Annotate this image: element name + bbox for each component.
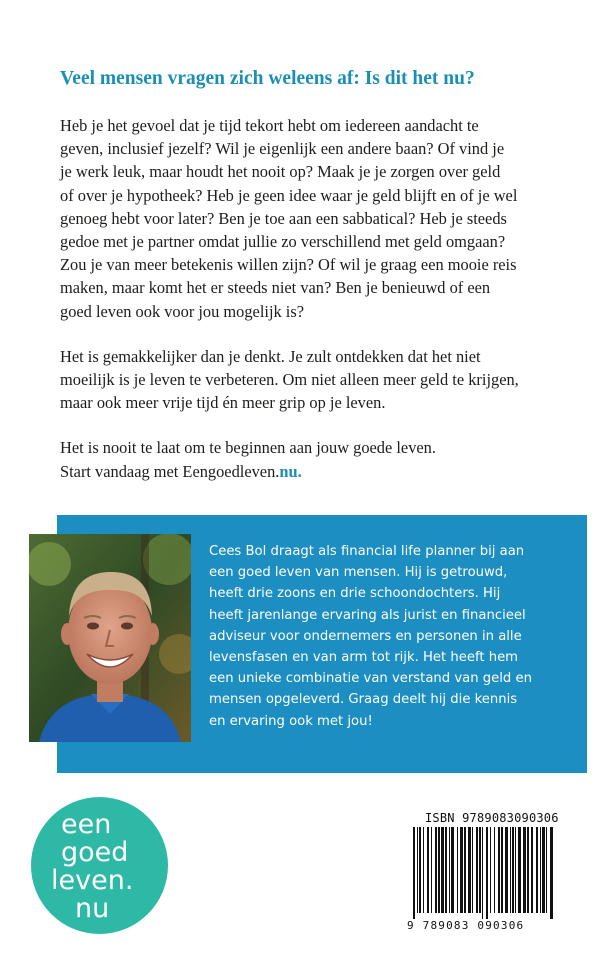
text-line: maken, maar komt het er steeds niet van? Ben je benieuwd of een [60, 278, 491, 298]
text-line: Heb je het gevoel dat je tijd tekort hebt om iedereen aandacht te [60, 116, 479, 135]
text-line [60, 460, 560, 483]
isbn-digits: 9 789083 090306 [407, 919, 525, 932]
paragraph-intro [60, 114, 560, 323]
barcode-bar [527, 827, 529, 913]
barcode-bar [419, 827, 421, 913]
text-line: Zou je van meer betekenis willen zijn? Of wil je graag een mooie reis [60, 255, 517, 275]
logo-word: leven. [51, 865, 134, 896]
barcode-bar [476, 827, 478, 913]
barcode-bar [523, 827, 526, 913]
barcode-bar [423, 827, 424, 913]
text-line: je werk leuk, maar houdt het nooit op? Maak je je zorgen over geld [60, 162, 501, 182]
barcode-bar [464, 827, 466, 913]
barcode-bar [515, 827, 516, 913]
barcode-bar [498, 827, 500, 913]
barcode-bar [441, 827, 444, 913]
author-photo [29, 534, 191, 742]
bio-line: en ervaring ook met jou! [209, 713, 373, 729]
text-line: maar ook meer vrije tijd én meer grip op je leven. [60, 393, 386, 413]
barcode-bar [468, 827, 471, 913]
barcode-bar [460, 827, 463, 913]
barcode-bar [472, 827, 473, 913]
logo-word: een [61, 809, 112, 840]
text-line: genoeg hebt voor later? Ben je toe aan een sabbatical? Heb je steeds [60, 208, 507, 228]
isbn-barcode [403, 811, 563, 933]
barcode-bar [482, 827, 483, 919]
author-bio [209, 541, 579, 732]
text-line: moeilijk is je leven te verbeteren. Om niet alleen meer geld te krijgen, [60, 370, 519, 390]
text-line: Het is gemakkelijker dan je denkt. Je zult ontdekken dat het niet [60, 346, 481, 366]
bio-line: mensen opgeleverd. Graag deelt hij die kennis [209, 692, 518, 708]
body-text [60, 114, 560, 505]
bio-line: Cees Bol draagt als financial life planner bij aan [209, 544, 525, 559]
barcode-bar [431, 827, 432, 913]
barcode-bar [510, 827, 511, 913]
text-line: goed leven ook voor jou mogelijk is? [60, 301, 304, 321]
barcode-bar [536, 827, 538, 913]
start-text: Start vandaag met Eengoedleven. [60, 461, 280, 481]
barcode-bar [512, 827, 514, 913]
bio-line: levensfasen en van arm tot rijk. Het heeft hem [209, 650, 519, 666]
bio-line: een goed leven van mensen. Hij is getrouwd, [209, 565, 508, 581]
headline: Veel mensen vragen zich weleens af: Is dit het nu? [60, 68, 475, 89]
paragraph-easier [60, 345, 560, 415]
barcode-bar [501, 827, 503, 913]
portrait-illustration [29, 534, 191, 742]
barcode-bar [486, 827, 488, 919]
barcode-bar [494, 827, 495, 913]
isbn-label: ISBN 9789083090306 [425, 811, 559, 825]
barcode-bar [449, 827, 450, 913]
barcode-bar [417, 827, 418, 913]
barcode-bar [550, 827, 553, 919]
barcode-bar [518, 827, 521, 913]
bio-line: een unieke combinatie van verstand van geld en [209, 671, 532, 687]
barcode-bar [451, 827, 454, 913]
text-line: gedoe met je partner omdat jullie zo verschillend met geld omgaan? [60, 232, 506, 252]
barcode-bar [457, 827, 458, 913]
text-line: geven, inclusief jezelf? Wil je eigenlijk een andere baan? Of vind je [60, 139, 505, 159]
barcode-bar [540, 827, 541, 913]
logo-word: goed [61, 837, 129, 868]
barcode-bar [546, 827, 547, 913]
text-line: Het is nooit te laat om te beginnen aan jouw goede leven. [60, 438, 436, 458]
barcode-bar [490, 827, 491, 913]
barcode-bar [542, 827, 545, 913]
barcode-bar [445, 827, 447, 913]
bio-line: adviseur voor ondernemers en personen in alle [209, 628, 522, 644]
bio-line: heeft jarenlange ervaring als jurist en financieel [209, 607, 526, 623]
barcode-bar [531, 827, 533, 913]
domain-accent: nu. [279, 461, 302, 481]
barcode-bar [413, 827, 415, 919]
logo-word: nu [75, 893, 110, 924]
barcode-bars [407, 827, 559, 919]
bio-line: heeft drie zoons en drie schoondochters. Hij [209, 586, 501, 602]
barcode-bar [438, 827, 440, 913]
barcode-bar [427, 827, 429, 913]
barcode-bar [505, 827, 508, 913]
barcode-bar [435, 827, 437, 913]
eengoedleven-logo [31, 797, 168, 934]
barcode-bar [479, 827, 481, 913]
paragraph-start [60, 436, 560, 482]
text-line: of over je hypotheek? Heb je geen idee waar je geld blijft en of je wel [60, 185, 518, 205]
